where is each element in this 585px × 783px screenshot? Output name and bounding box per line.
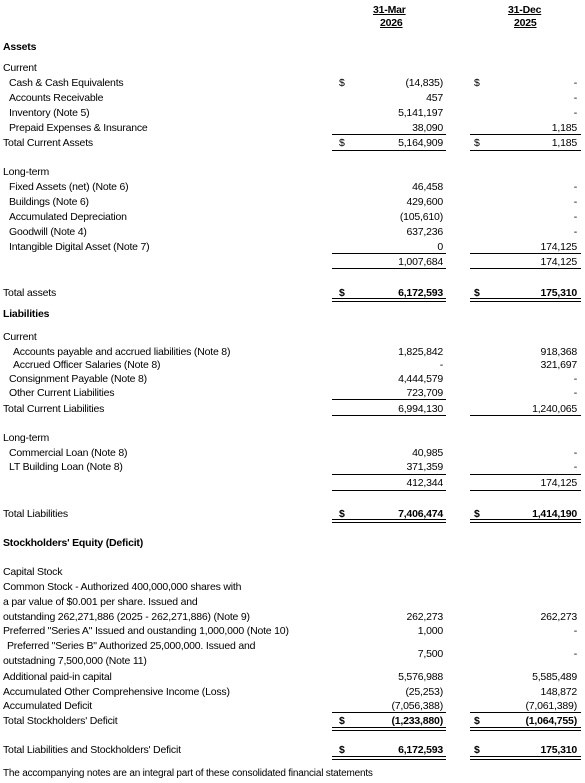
total-current-assets-v2: 1,185 xyxy=(551,137,577,149)
assets-longterm-v2: - xyxy=(573,226,577,238)
underline xyxy=(332,474,446,475)
col2-header-year: 2025 xyxy=(514,17,537,29)
currency-symbol: $ xyxy=(339,744,345,756)
assets-longterm-label: Accumulated Depreciation xyxy=(9,211,127,223)
footnote: The accompanying notes are an integral part of these consolidated financial statements xyxy=(3,768,373,779)
assets-current-label: Inventory (Note 5) xyxy=(9,107,90,119)
currency-symbol: $ xyxy=(474,508,480,520)
aoci-v2: 148,872 xyxy=(540,686,577,698)
currency-symbol: $ xyxy=(474,137,480,149)
liabilities-current-label: Consignment Payable (Note 8) xyxy=(9,373,147,385)
liabilities-current-v2: 321,697 xyxy=(540,359,577,371)
liabilities-current-v2: - xyxy=(573,373,577,385)
total-liabilities-label: Total Liabilities xyxy=(3,508,68,520)
assets-current-v2: - xyxy=(573,92,577,104)
apic-label: Additional paid-in capital xyxy=(3,671,112,683)
assets-longterm-label: Fixed Assets (net) (Note 6) xyxy=(9,181,129,193)
assets-longterm-v2: 174,125 xyxy=(540,241,577,253)
capital-stock-heading: Capital Stock xyxy=(3,566,63,578)
grand-total-v1: 6,172,593 xyxy=(398,744,443,756)
total-liabilities-v2: 1,414,190 xyxy=(532,508,577,520)
common-stock-line: outstanding 262,271,886 (2025 - 262,271,886) (Note 9) xyxy=(3,611,250,623)
col1-header-year: 2026 xyxy=(380,17,403,29)
liabilities-current-label: Other Current Liabilities xyxy=(9,387,115,399)
assets-longterm-v2: - xyxy=(573,181,577,193)
assets-longterm-subtotal-v2: 174,125 xyxy=(540,256,577,268)
total-assets-label: Total assets xyxy=(3,287,57,299)
assets-current-label: Cash & Cash Equivalents xyxy=(9,77,124,89)
assets-current-v1: (14,835) xyxy=(405,77,443,89)
assets-longterm-v1: 46,458 xyxy=(412,181,443,193)
currency-symbol: $ xyxy=(474,77,480,89)
accumulated-deficit-v1: (7,056,388) xyxy=(391,700,443,712)
double-underline xyxy=(332,519,446,523)
assets-current-v2: - xyxy=(573,77,577,89)
underline xyxy=(470,490,581,491)
underline xyxy=(470,150,581,151)
preferred-a-label: Preferred "Series A" Issued and oustanding 1,000,000 (Note 10) xyxy=(3,625,289,637)
underline xyxy=(332,415,446,416)
liabilities-longterm-v1: 371,359 xyxy=(406,461,443,473)
liabilities-longterm-heading: Long-term xyxy=(3,432,50,444)
double-underline xyxy=(470,298,581,302)
preferred-b-line: outstadning 7,500,000 (Note 11) xyxy=(3,655,147,667)
liabilities-current-label: Accounts payable and accrued liabilities (Note 8) xyxy=(13,346,231,358)
assets-longterm-v1: 429,600 xyxy=(406,196,443,208)
double-underline xyxy=(332,727,446,731)
currency-symbol: $ xyxy=(339,287,345,299)
liabilities-heading: Liabilities xyxy=(3,308,50,320)
assets-current-v1: 38,090 xyxy=(412,122,443,134)
double-underline xyxy=(332,756,446,760)
col2-header-month: 31-Dec xyxy=(508,4,542,16)
underline xyxy=(332,150,446,151)
underline xyxy=(332,253,446,254)
currency-symbol: $ xyxy=(339,137,345,149)
total-assets-v1: 6,172,593 xyxy=(398,287,443,299)
liabilities-current-v2: 918,368 xyxy=(540,346,577,358)
liabilities-current-label: Accrued Officer Salaries (Note 8) xyxy=(13,359,161,371)
total-current-liabilities-label: Total Current Liabilities xyxy=(3,403,105,415)
liabilities-longterm-v2: - xyxy=(573,447,577,459)
underline xyxy=(470,253,581,254)
aoci-v1: (25,253) xyxy=(405,686,443,698)
double-underline xyxy=(470,727,581,731)
assets-longterm-v1: (105,610) xyxy=(399,211,443,223)
liabilities-longterm-subtotal-v2: 174,125 xyxy=(540,477,577,489)
common-stock-v2: 262,273 xyxy=(540,611,577,623)
assets-longterm-v1: 637,236 xyxy=(406,226,443,238)
total-current-assets-label: Total Current Assets xyxy=(3,137,93,149)
grand-total-v2: 175,310 xyxy=(540,744,577,756)
assets-current-v2: - xyxy=(573,107,577,119)
assets-current-label: Prepaid Expenses & Insurance xyxy=(9,122,148,134)
underline xyxy=(332,399,446,400)
underline xyxy=(470,134,581,135)
assets-longterm-heading: Long-term xyxy=(3,166,50,178)
currency-symbol: $ xyxy=(339,508,345,520)
preferred-a-v1: 1,000 xyxy=(417,625,443,637)
underline xyxy=(332,134,446,135)
col1-header-month: 31-Mar xyxy=(373,4,406,16)
underline xyxy=(470,268,581,269)
total-current-liabilities-v1: 6,994,130 xyxy=(398,403,443,415)
liabilities-current-v1: - xyxy=(439,359,443,371)
preferred-a-v2: - xyxy=(573,625,577,637)
assets-current-v1: 5,141,197 xyxy=(398,107,443,119)
currency-symbol: $ xyxy=(474,744,480,756)
total-current-liabilities-v2: 1,240,065 xyxy=(532,403,577,415)
total-liabilities-v1: 7,406,474 xyxy=(398,508,443,520)
total-assets-v2: 175,310 xyxy=(540,287,577,299)
preferred-b-v1: 7,500 xyxy=(417,648,443,660)
accumulated-deficit-v2: (7,061,389) xyxy=(525,700,577,712)
underline xyxy=(470,415,581,416)
total-stockholders-deficit-label: Total Stockholders' Deficit xyxy=(3,715,118,727)
liabilities-current-v1: 1,825,842 xyxy=(398,346,443,358)
assets-longterm-v2: - xyxy=(573,196,577,208)
total-current-assets-v1: 5,164,909 xyxy=(398,137,443,149)
common-stock-line: Common Stock - Authorized 400,000,000 shares with xyxy=(3,581,242,593)
currency-symbol: $ xyxy=(474,715,480,727)
assets-current-label: Accounts Receivable xyxy=(9,92,104,104)
liabilities-longterm-label: LT Building Loan (Note 8) xyxy=(9,461,123,473)
liabilities-longterm-subtotal-v1: 412,344 xyxy=(406,477,443,489)
apic-v2: 5,585,489 xyxy=(532,671,577,683)
common-stock-line: a par value of $0.001 per share. Issued and xyxy=(3,596,198,608)
assets-heading: Assets xyxy=(3,41,37,53)
liabilities-current-v2: - xyxy=(573,387,577,399)
aoci-label: Accumulated Other Comprehensive Income (Loss) xyxy=(3,686,230,698)
assets-current-v2: 1,185 xyxy=(551,122,577,134)
double-underline xyxy=(470,519,581,523)
underline xyxy=(470,712,581,713)
total-stockholders-deficit-v2: (1,064,755) xyxy=(525,715,577,727)
grand-total-label: Total Liabilities and Stockholders' Deficit xyxy=(3,744,181,756)
apic-v1: 5,576,988 xyxy=(398,671,443,683)
currency-symbol: $ xyxy=(339,77,345,89)
double-underline xyxy=(332,298,446,302)
preferred-b-v2: - xyxy=(573,648,577,660)
assets-longterm-label: Intangible Digital Asset (Note 7) xyxy=(9,241,150,253)
currency-symbol: $ xyxy=(339,715,345,727)
common-stock-v1: 262,273 xyxy=(406,611,443,623)
liabilities-current-v1: 723,709 xyxy=(406,387,443,399)
equity-heading: Stockholders' Equity (Deficit) xyxy=(3,537,144,549)
underline xyxy=(332,490,446,491)
liabilities-longterm-v1: 40,985 xyxy=(412,447,443,459)
liabilities-longterm-v2: - xyxy=(573,461,577,473)
double-underline xyxy=(470,756,581,760)
underline xyxy=(332,268,446,269)
assets-longterm-label: Goodwill (Note 4) xyxy=(9,226,87,238)
assets-current-heading: Current xyxy=(3,62,37,74)
underline xyxy=(332,712,446,713)
currency-symbol: $ xyxy=(474,287,480,299)
underline xyxy=(470,474,581,475)
liabilities-current-v1: 4,444,579 xyxy=(398,373,443,385)
liabilities-longterm-label: Commercial Loan (Note 8) xyxy=(9,447,128,459)
assets-current-v1: 457 xyxy=(426,92,443,104)
total-stockholders-deficit-v1: (1,233,880) xyxy=(391,715,443,727)
assets-longterm-subtotal-v1: 1,007,684 xyxy=(398,256,443,268)
assets-longterm-label: Buildings (Note 6) xyxy=(9,196,89,208)
liabilities-current-heading: Current xyxy=(3,331,37,343)
accumulated-deficit-label: Accumulated Deficit xyxy=(3,700,92,712)
preferred-b-line: Preferred "Series B" Authorized 25,000,000. Issued and xyxy=(7,640,256,652)
assets-longterm-v2: - xyxy=(573,211,577,223)
assets-longterm-v1: 0 xyxy=(437,241,443,253)
